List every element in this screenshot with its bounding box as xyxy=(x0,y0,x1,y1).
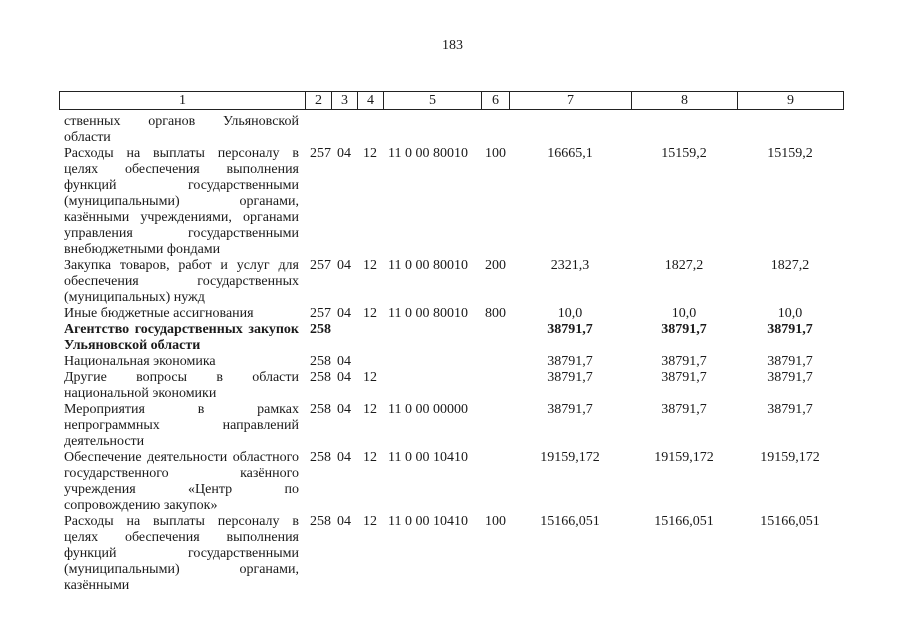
column-header-9: 9 xyxy=(738,92,844,110)
row-ministry-code: 258 xyxy=(310,450,331,465)
row-amount-col7: 2321,3 xyxy=(550,258,590,273)
row-target-article xyxy=(383,322,481,354)
row-target-article: 11 0 00 00000 xyxy=(388,402,468,417)
column-header-4: 4 xyxy=(358,92,384,110)
row-target-article xyxy=(383,370,481,402)
row-subsection: 12 xyxy=(363,370,377,385)
row-section: 04 xyxy=(337,402,351,417)
row-section: 04 xyxy=(337,258,351,273)
row-subsection: 12 xyxy=(363,258,377,273)
row-name-cell xyxy=(59,306,305,322)
row-subsection xyxy=(357,114,383,146)
row-subsection: 12 xyxy=(363,146,377,161)
row-target-article: 11 0 00 80010 xyxy=(388,258,468,273)
row-name: Расходы на выплаты персоналу в целях обеспечения выполнения функций государственными (муниципальными) органами, казёнными учреждениями, органами управления государственными внебюджетными фондами xyxy=(64,146,299,257)
row-ministry-code: 257 xyxy=(310,258,331,273)
row-ministry-code: 258 xyxy=(310,514,331,529)
row-expense-type xyxy=(481,354,509,370)
row-section: 04 xyxy=(337,450,351,465)
row-section xyxy=(331,114,357,146)
row-name-cell xyxy=(59,402,305,450)
row-amount-col7: 10,0 xyxy=(557,306,583,321)
row-name-cell xyxy=(59,514,305,594)
row-amount-col8 xyxy=(631,114,737,146)
row-amount-col8: 10,0 xyxy=(671,306,697,321)
row-amount-col8: 1827,2 xyxy=(664,258,704,273)
row-amount-col8: 19159,172 xyxy=(654,450,714,465)
row-amount-col9 xyxy=(737,114,843,146)
row-target-article xyxy=(383,114,481,146)
column-header-1: 1 xyxy=(60,92,306,110)
row-expense-type: 100 xyxy=(485,514,506,529)
row-expense-type: 100 xyxy=(485,146,506,161)
row-section: 04 xyxy=(337,354,351,369)
row-section xyxy=(331,322,357,354)
row-target-article: 11 0 00 80010 xyxy=(388,306,468,321)
table-row xyxy=(59,514,843,594)
row-amount-col7: 15166,051 xyxy=(540,514,600,529)
row-ministry-code: 258 xyxy=(310,322,331,337)
budget-table xyxy=(59,114,843,594)
row-subsection: 12 xyxy=(363,306,377,321)
row-amount-col7: 19159,172 xyxy=(540,450,600,465)
column-header-row xyxy=(60,92,844,110)
row-amount-col9: 15159,2 xyxy=(767,146,813,161)
row-ministry-code xyxy=(305,114,331,146)
row-amount-col8: 15159,2 xyxy=(661,146,707,161)
row-target-article: 11 0 00 10410 xyxy=(388,450,468,465)
row-name: Иные бюджетные ассигнования xyxy=(64,306,254,321)
row-target-article xyxy=(383,354,481,370)
row-amount-col8: 38791,7 xyxy=(661,370,707,385)
column-header-6: 6 xyxy=(482,92,510,110)
row-name-cell xyxy=(59,146,305,258)
row-amount-col9: 10,0 xyxy=(777,306,803,321)
row-expense-type xyxy=(481,370,509,402)
row-target-article: 11 0 00 10410 xyxy=(388,514,468,529)
row-subsection: 12 xyxy=(363,514,377,529)
row-subsection: 12 xyxy=(363,402,377,417)
row-ministry-code: 258 xyxy=(310,354,331,369)
row-name: Обеспечение деятельности областного государственного казённого учреждения «Центр по сопровождению закупок» xyxy=(64,450,299,513)
row-amount-col8: 38791,7 xyxy=(661,354,707,369)
row-name-cell xyxy=(59,370,305,402)
row-expense-type: 800 xyxy=(485,306,506,321)
row-ministry-code: 258 xyxy=(310,402,331,417)
page-number: 183 xyxy=(442,38,463,53)
table-row xyxy=(59,146,843,258)
row-amount-col9: 1827,2 xyxy=(770,258,810,273)
column-header-2: 2 xyxy=(306,92,332,110)
table-row xyxy=(59,114,843,146)
row-amount-col7 xyxy=(509,114,631,146)
row-name: Национальная экономика xyxy=(64,354,216,369)
table-row xyxy=(59,258,843,306)
row-subsection xyxy=(357,322,383,354)
row-name-cell xyxy=(59,322,305,354)
row-amount-col7: 38791,7 xyxy=(547,402,593,417)
row-amount-col7: 16665,1 xyxy=(547,146,593,161)
row-name-cell xyxy=(59,354,305,370)
row-section: 04 xyxy=(337,370,351,385)
row-amount-col9: 38791,7 xyxy=(767,402,813,417)
row-expense-type xyxy=(481,114,509,146)
table-row xyxy=(59,354,843,370)
row-name: Расходы на выплаты персоналу в целях обеспечения выполнения функций государственными (муниципальными) органами, казёнными xyxy=(64,514,299,593)
table-row xyxy=(59,322,843,354)
row-subsection xyxy=(357,354,383,370)
row-expense-type xyxy=(481,322,509,354)
row-amount-col9: 38791,7 xyxy=(767,322,813,337)
row-section: 04 xyxy=(337,146,351,161)
table-row xyxy=(59,306,843,322)
row-subsection: 12 xyxy=(363,450,377,465)
column-header-7: 7 xyxy=(510,92,632,110)
row-name-cell xyxy=(59,450,305,514)
column-header-8: 8 xyxy=(632,92,738,110)
row-name: Другие вопросы в области национальной экономики xyxy=(64,370,299,401)
table-row xyxy=(59,370,843,402)
row-amount-col9: 38791,7 xyxy=(767,354,813,369)
row-name-cell xyxy=(59,258,305,306)
row-amount-col7: 38791,7 xyxy=(547,354,593,369)
row-amount-col7: 38791,7 xyxy=(547,322,593,337)
row-ministry-code: 257 xyxy=(310,146,331,161)
row-name: Закупка товаров, работ и услуг для обеспечения государственных (муниципальных) нужд xyxy=(64,258,299,305)
row-name: ственных органов Ульяновской области xyxy=(64,114,299,145)
column-header-3: 3 xyxy=(332,92,358,110)
row-ministry-code: 258 xyxy=(310,370,331,385)
column-header-5: 5 xyxy=(384,92,482,110)
column-header-table xyxy=(59,91,844,110)
row-amount-col9: 15166,051 xyxy=(760,514,820,529)
row-amount-col8: 38791,7 xyxy=(661,402,707,417)
row-expense-type xyxy=(481,402,509,450)
row-amount-col7: 38791,7 xyxy=(547,370,593,385)
row-name-cell xyxy=(59,114,305,146)
row-amount-col9: 38791,7 xyxy=(767,370,813,385)
row-section: 04 xyxy=(337,514,351,529)
table-row xyxy=(59,402,843,450)
row-section: 04 xyxy=(337,306,351,321)
row-name: Мероприятия в рамках непрограммных направлений деятельности xyxy=(64,402,299,449)
row-amount-col8: 15166,051 xyxy=(654,514,714,529)
row-expense-type: 200 xyxy=(485,258,506,273)
table-row xyxy=(59,450,843,514)
row-name: Агентство государственных закупок Ульяновской области xyxy=(64,322,299,353)
row-amount-col9: 19159,172 xyxy=(760,450,820,465)
row-expense-type xyxy=(481,450,509,514)
row-target-article: 11 0 00 80010 xyxy=(388,146,468,161)
row-amount-col8: 38791,7 xyxy=(661,322,707,337)
row-ministry-code: 257 xyxy=(310,306,331,321)
